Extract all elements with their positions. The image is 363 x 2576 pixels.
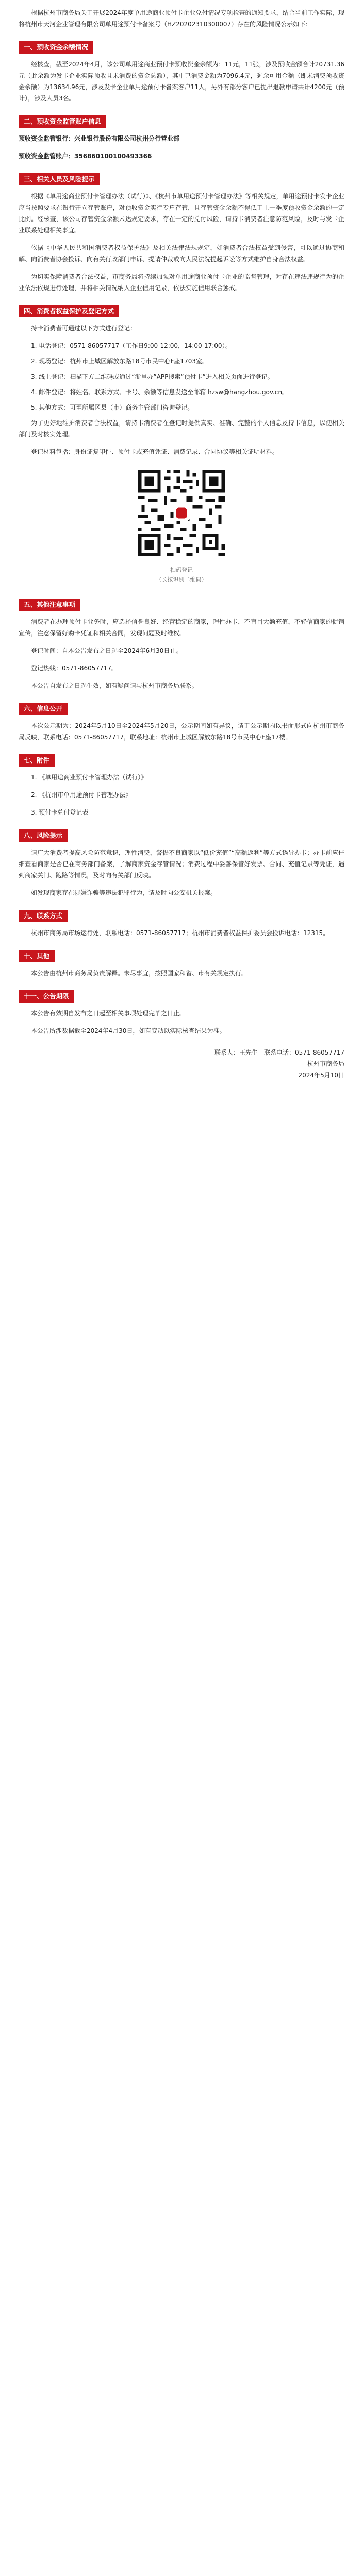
list-item: 4. 邮件登记：将姓名、联系方式、卡号、余额等信息发送至邮箱 hzsw@hangzhou.gov.cn。: [31, 388, 289, 396]
section-paragraph: 为了更好地维护消费者合法权益，请持卡消费者在登记时提供真实、准确、完整的个人信息及持卡信息，以便相关部门及时核实处理。: [19, 419, 344, 438]
section-10: [19, 945, 344, 979]
section-paragraph: 持卡消费者可通过以下方式进行登记：: [31, 325, 137, 332]
section-title: 三、相关人员及风险提示: [19, 173, 100, 185]
section-paragraph: 根据《单用途商业预付卡管理办法（试行）》、《杭州市单用途预付卡管理办法》等相关规定，单用途预付卡发卡企业应当按照要求在银行开立存管账户，对预收资金实行专户存管，且存管资金余额不得低于上一季度预收资金余额的一定比例。经核查，该公司存管资金余额未达规定要求，存在一定的兑付风险，请持卡消费者注意防范风险，及时与发卡企业联系处理相关事宜。: [19, 193, 344, 234]
section-paragraph: 杭州市商务局市场运行处，联系电话：0571-86057717；杭州市消费者权益保护委员会投诉电话：12315。: [31, 929, 329, 937]
intro-paragraph: 根据杭州市商务局关于开展2024年度单用途商业预付卡企业兑付情况专项检查的通知要求，结合当前工作实际，现将杭州市天河企业管理有限公司单用途预付卡备案号（HZ20202310300007）存在的风险情况公示如下：: [19, 9, 344, 28]
section-6: [19, 698, 344, 743]
section-11: [19, 985, 344, 1037]
section-paragraph: 本公告所涉数据截至2024年4月30日，如有变动以实际核查结果为准。: [31, 1027, 226, 1035]
section-1: [19, 36, 344, 104]
signature-contact: 联系人：王先生 联系电话：0571-86057717: [214, 1049, 344, 1056]
qr-caption: [19, 566, 344, 584]
list-item: 3. 线上登记：扫描下方二维码或通过“浙里办”APP搜索“预付卡”进入相关页面进行登记。: [31, 373, 274, 380]
section-paragraph: 如发现商家存在涉嫌诈骗等违法犯罪行为，请及时向公安机关报案。: [31, 889, 217, 896]
section-paragraph: 登记材料包括：身份证复印件、预付卡或充值凭证、消费记录、合同协议等相关证明材料。: [31, 448, 279, 455]
bank-account: 预收资金监管账户：356860100100493366: [19, 152, 152, 160]
article: [0, 0, 363, 1093]
section-title: 一、预收资金余额情况: [19, 41, 93, 54]
signature-block: [19, 1047, 344, 1081]
signature-org: 杭州市商务局: [307, 1060, 344, 1067]
list-item: 1. 电话登记：0571-86057717（工作日9:00-12:00，14:00-17:00）。: [31, 342, 232, 349]
section-2: [19, 110, 344, 162]
section-paragraph: 本公告由杭州市商务局负责解释。未尽事宜，按照国家和省、市有关规定执行。: [31, 970, 248, 977]
section-4: [19, 300, 344, 457]
section-title: 七、附件: [19, 754, 55, 767]
section-paragraph: 经核查，截至2024年4月，该公司单用途商业预付卡预收资金余额为：11元，11张，涉及预收金额合计20731.36元（此余额为发卡企业实际预收且未消费的资金总额），其中已消费金额为7096.4元，剩余可用金额（即未消费预收资金余额）为13634.96元，涉及发卡企业单用途预付卡备案客户11人，另外有部分客户已提出退款申请共计4200元（预计），涉及人员3名。: [19, 61, 344, 102]
section-paragraph: 为切实保障消费者合法权益，市商务局将持续加强对单用途商业预付卡企业的监督管理，对存在违法违规行为的企业依法依规进行处理，并将相关情况纳入企业信用记录，依法实施信用联合惩戒。: [19, 273, 344, 292]
section-title: 五、其他注意事项: [19, 599, 80, 611]
section-7: [19, 749, 344, 818]
qr-code-icon[interactable]: [135, 467, 228, 560]
section-paragraph: 登记热线：0571-86057717。: [31, 665, 118, 672]
section-paragraph: 本公告自发布之日起生效，如有疑问请与杭州市商务局联系。: [31, 682, 199, 689]
section-paragraph: 依据《中华人民共和国消费者权益保护法》及相关法律法规规定，如消费者合法权益受到侵害，可以通过协商和解、向消费者协会投诉、向有关行政部门申诉、提请仲裁或向人民法院提起诉讼等方式维护自身合法权益。: [19, 244, 344, 263]
section-title: 四、消费者权益保护及登记方式: [19, 305, 119, 317]
section-3: [19, 168, 344, 294]
list-item: 2. 现场登记：杭州市上城区解放东路18号市民中心F座1703室。: [31, 358, 208, 365]
section-paragraph: 1. 《单用途商业预付卡管理办法（试行）》: [31, 774, 147, 781]
section-paragraph: 2. 《杭州市单用途预付卡管理办法》: [31, 791, 132, 799]
section-paragraph: 3. 预付卡兑付登记表: [31, 809, 89, 816]
signature-date: 2024年5月10日: [298, 1072, 344, 1079]
qr-code-block: [19, 467, 344, 562]
section-5: [19, 594, 344, 691]
section-8: [19, 824, 344, 899]
section-title: 二、预收资金监管账户信息: [19, 115, 106, 128]
section-paragraph: 消费者在办理预付卡业务时，应选择信誉良好、经营稳定的商家，理性办卡，不盲目大额充值，不轻信商家的促销宣传，注意保留好购卡凭证和相关合同，发现问题及时维权。: [19, 618, 344, 637]
list-item: 5. 其他方式：可至所属区县（市）商务主管部门咨询登记。: [31, 404, 194, 411]
section-9: [19, 905, 344, 939]
section-title: 八、风险提示: [19, 829, 68, 842]
section-title: 六、信息公开: [19, 703, 68, 715]
section-paragraph: 本公告有效期自发布之日起至相关事项处理完毕之日止。: [31, 1010, 186, 1017]
registration-list: [19, 340, 344, 413]
section-paragraph: 请广大消费者提高风险防范意识，理性消费，警惕不良商家以“低价充值”“高额返利”等方式诱导办卡；办卡前应仔细查看商家是否已在商务部门备案，了解商家资金存管情况；消费过程中妥善保管好发票、合同、充值记录等凭证，遇到商家关门、跑路等情况，及时向有关部门反映。: [19, 849, 344, 879]
qr-caption-line: （长按识别二维码）: [156, 576, 207, 583]
section-title: 十一、公告期限: [19, 990, 74, 1003]
section-title: 九、联系方式: [19, 910, 68, 922]
bank-name: 预收资金监管银行：兴业银行股份有限公司杭州分行营业部: [19, 135, 180, 142]
qr-caption-line: 扫码登记: [170, 567, 193, 573]
section-title: 十、其他: [19, 950, 55, 962]
section-paragraph: 登记时间：自本公告发布之日起至2024年6月30日止。: [31, 647, 183, 654]
section-paragraph: 本次公示期为：2024年5月10日至2024年5月20日，公示期间如有异议，请于公示期内以书面形式向杭州市商务局反映，联系电话：0571-86057717，联系地址：杭州市上城区解放东路18号市民中心F座17楼。: [19, 722, 344, 741]
